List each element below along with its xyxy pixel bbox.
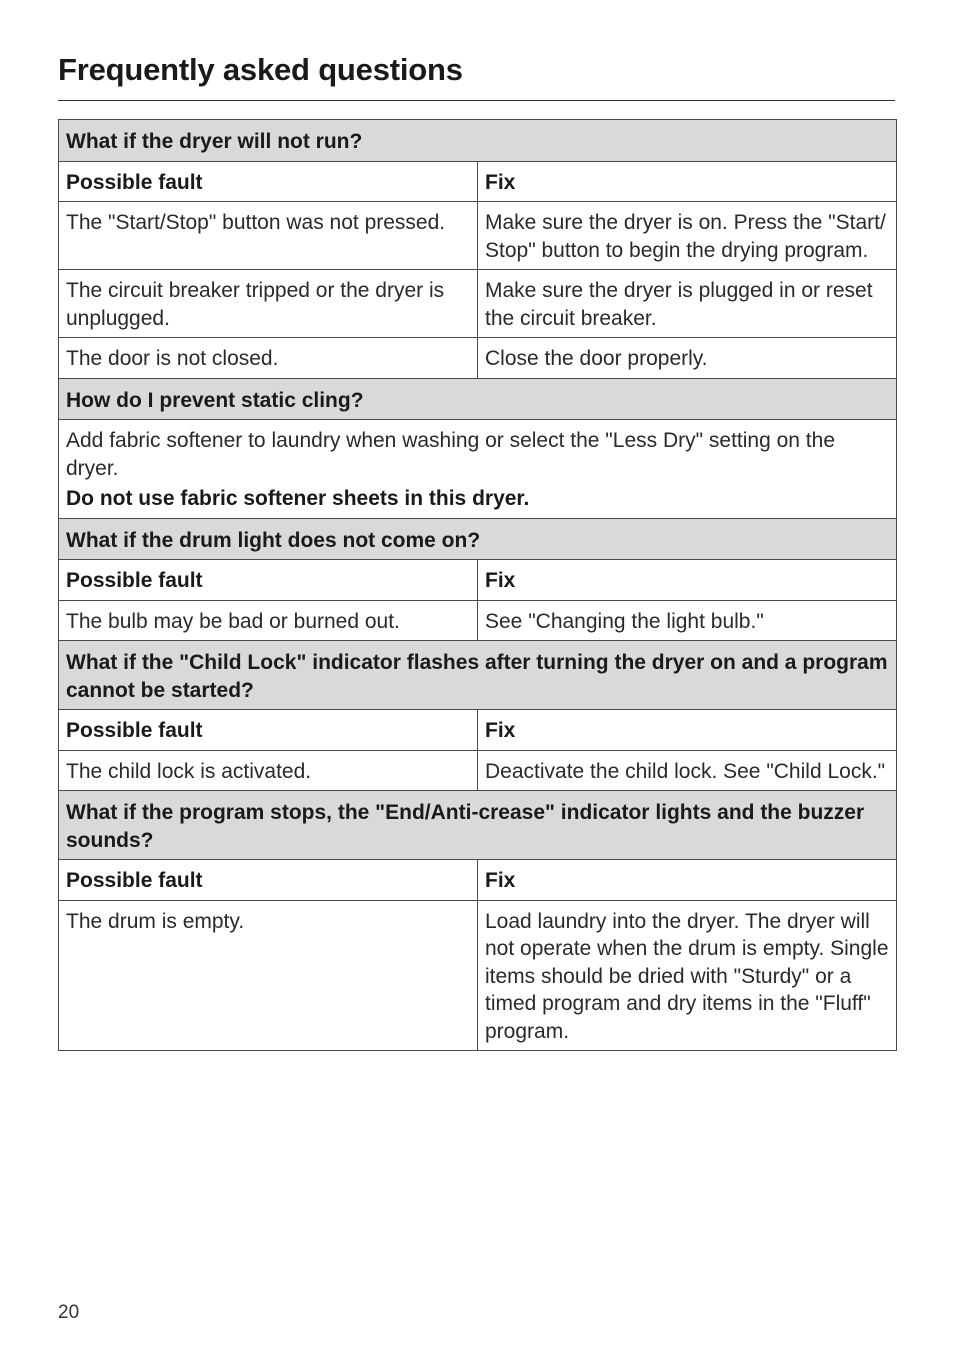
- page-number: 20: [58, 1302, 80, 1323]
- fix-cell: Make sure the dryer is plugged in or reset the circuit breaker.: [478, 270, 897, 338]
- question-child-lock: What if the "Child Lock" indicator flashes after turning the dryer on and a program cannot be started?: [59, 641, 897, 710]
- fault-cell: The circuit breaker tripped or the dryer is unplugged.: [59, 270, 478, 338]
- column-header-row: [59, 710, 897, 751]
- header-fix: Fix: [478, 560, 897, 601]
- column-header-row: [59, 161, 897, 202]
- table-row: [59, 338, 897, 379]
- fix-cell: See "Changing the light bulb.": [478, 600, 897, 641]
- header-possible-fault: Possible fault: [59, 860, 478, 901]
- header-possible-fault: Possible fault: [59, 161, 478, 202]
- fault-cell: The "Start/Stop" button was not pressed.: [59, 202, 478, 270]
- fault-cell: The bulb may be bad or burned out.: [59, 600, 478, 641]
- fix-cell: Deactivate the child lock. See "Child Lock.": [478, 750, 897, 791]
- warning-note: Do not use fabric softener sheets in this dryer.: [66, 487, 530, 510]
- fault-cell: The child lock is activated.: [59, 750, 478, 791]
- question-drum-light: What if the drum light does not come on?: [59, 518, 897, 560]
- question-row: [59, 791, 897, 860]
- question-row: [59, 518, 897, 560]
- answer-text: Add fabric softener to laundry when washing or select the "Less Dry" setting on the dryer.: [66, 429, 835, 480]
- question-row: [59, 641, 897, 710]
- fault-cell: The drum is empty.: [59, 900, 478, 1051]
- table-row: [59, 600, 897, 641]
- question-dryer-not-run: What if the dryer will not run?: [59, 120, 897, 162]
- header-fix: Fix: [478, 860, 897, 901]
- question-program-stops: What if the program stops, the "End/Anti-crease" indicator lights and the buzzer sounds?: [59, 791, 897, 860]
- fix-cell: Load laundry into the dryer. The dryer will not operate when the drum is empty. Single items should be dried with "Sturdy" or a timed program and dry items in the "Fluff" program.: [478, 900, 897, 1051]
- header-fix: Fix: [478, 710, 897, 751]
- table-row: [59, 270, 897, 338]
- answer-row: [59, 420, 897, 519]
- answer-cell: [59, 420, 897, 519]
- header-fix: Fix: [478, 161, 897, 202]
- table-row: [59, 750, 897, 791]
- header-possible-fault: Possible fault: [59, 710, 478, 751]
- question-row: [59, 120, 897, 162]
- question-static-cling: How do I prevent static cling?: [59, 378, 897, 420]
- header-possible-fault: Possible fault: [59, 560, 478, 601]
- column-header-row: [59, 560, 897, 601]
- fault-cell: The door is not closed.: [59, 338, 478, 379]
- page-title: Frequently asked questions: [58, 52, 463, 87]
- fix-cell: Make sure the dryer is on. Press the "Start/ Stop" button to begin the drying program.: [478, 202, 897, 270]
- table-row: [59, 900, 897, 1051]
- table-row: [59, 202, 897, 270]
- faq-table: [58, 119, 897, 1051]
- fix-cell: Close the door properly.: [478, 338, 897, 379]
- column-header-row: [59, 860, 897, 901]
- title-divider: [58, 100, 895, 101]
- question-row: [59, 378, 897, 420]
